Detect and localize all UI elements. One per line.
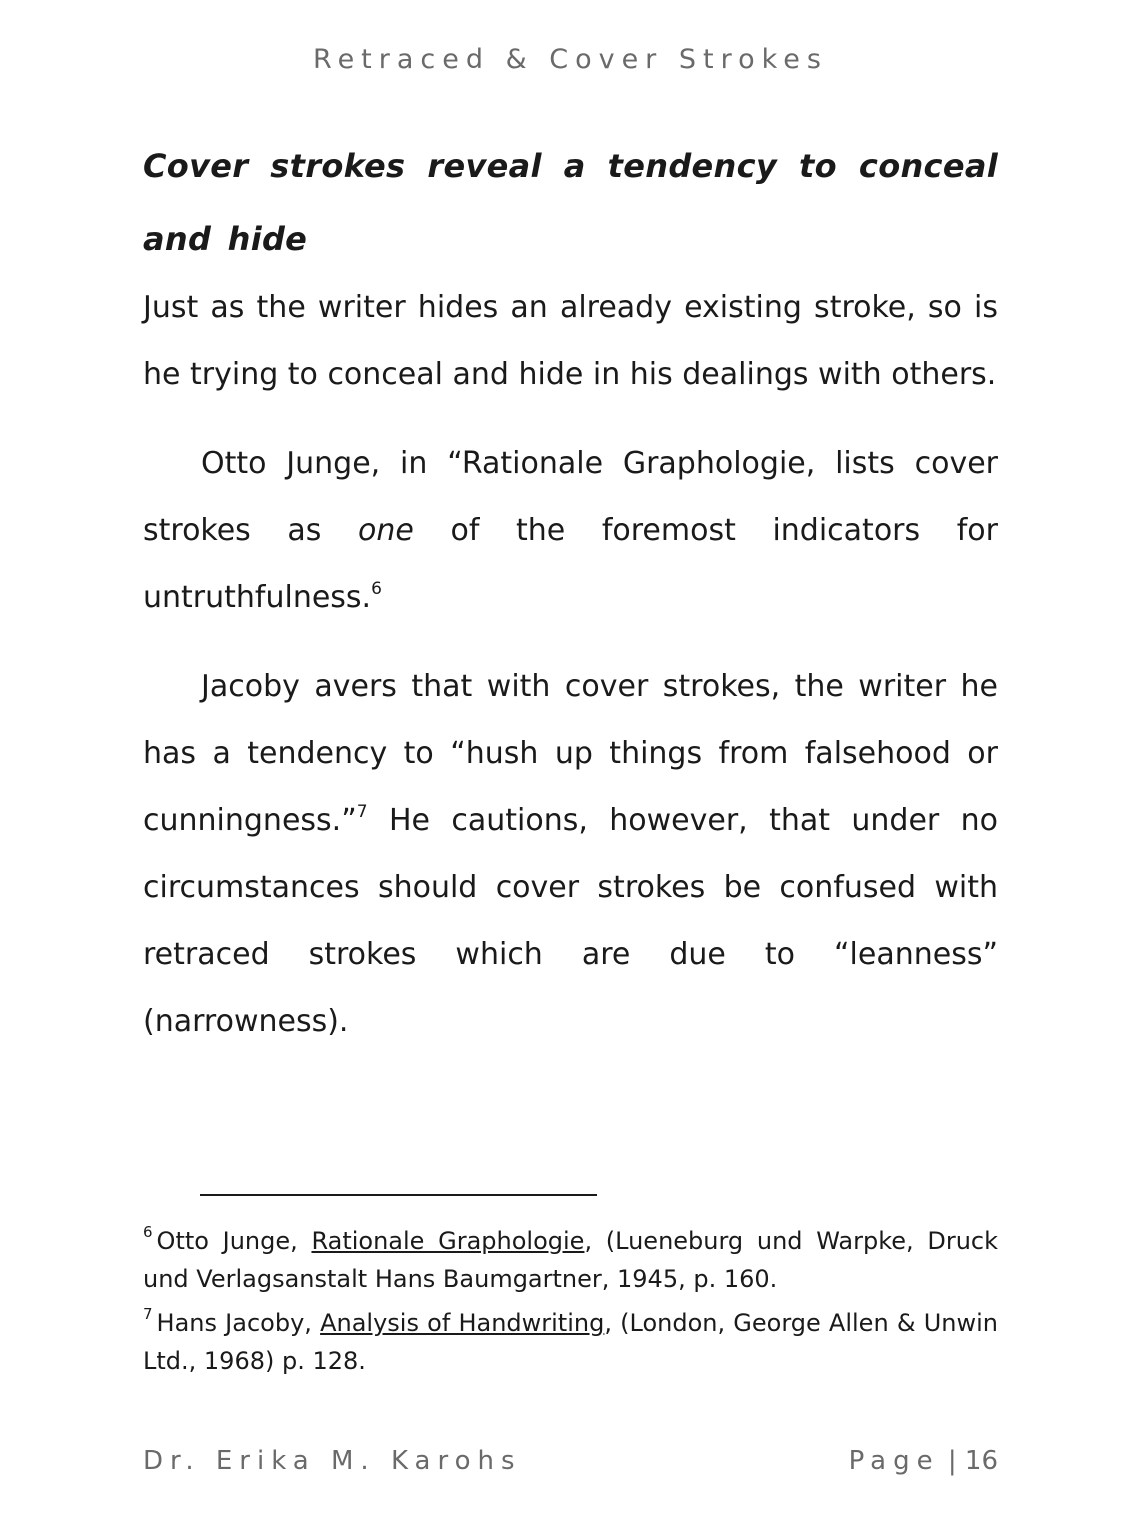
footnote-author: Otto Junge, <box>156 1227 312 1255</box>
footnote-7 <box>143 1304 998 1380</box>
section-heading: Cover strokes reveal a tendency to conceal and hide <box>143 147 998 258</box>
footnote-author: Hans Jacoby, <box>156 1309 321 1337</box>
paragraph-1: Just as the writer hides an already existing stroke, so is he trying to conceal and hide in his dealings with others. <box>143 290 998 392</box>
footnote-title: Analysis of Handwriting <box>320 1309 605 1337</box>
paragraph-2-text-after: of the foremost indicators for untruthfulness. <box>143 513 998 615</box>
paragraph-2-text-before: Otto Junge, in “Rationale Graphologie, lists cover strokes as <box>143 446 998 548</box>
footer-author: Dr. Erika M. Karohs <box>143 1446 522 1476</box>
page-label: Page <box>848 1446 940 1476</box>
paragraph-3 <box>143 653 998 1055</box>
footer-page-number <box>849 1446 998 1476</box>
footnote-6 <box>143 1222 998 1298</box>
page-separator: | <box>939 1446 965 1476</box>
footnote-number: 7 <box>143 1305 153 1323</box>
page-number: 16 <box>964 1446 998 1476</box>
page-body <box>143 130 998 1055</box>
footnotes <box>143 1222 998 1380</box>
footnote-ref-6[interactable]: 6 <box>371 579 382 599</box>
footnote-details: , (London, George Allen & Unwin Ltd., 1968) p. 128. <box>143 1309 998 1375</box>
paragraph-2 <box>143 430 998 631</box>
paragraph-3-text-after: He cautions, however, that under no circumstances should cover strokes be confused with retraced strokes which are due to “leanness” (narrowness). <box>143 803 998 1039</box>
footnote-number: 6 <box>143 1223 153 1241</box>
footnote-ref-7[interactable]: 7 <box>356 802 368 822</box>
footnote-title: Rationale Graphologie <box>311 1227 585 1255</box>
footnote-divider <box>200 1194 597 1196</box>
running-header: Retraced & Cover Strokes <box>313 44 828 75</box>
emphasis-one: one <box>358 513 414 548</box>
paragraph-3-text-before: Jacoby avers that with cover strokes, the writer he has a tendency to “hush up things from falsehood or cunningness.” <box>143 669 998 838</box>
footnote-details: , (Lueneburg und Warpke, Druck und Verlagsanstalt Hans Baumgartner, 1945, p. 160. <box>143 1227 998 1293</box>
